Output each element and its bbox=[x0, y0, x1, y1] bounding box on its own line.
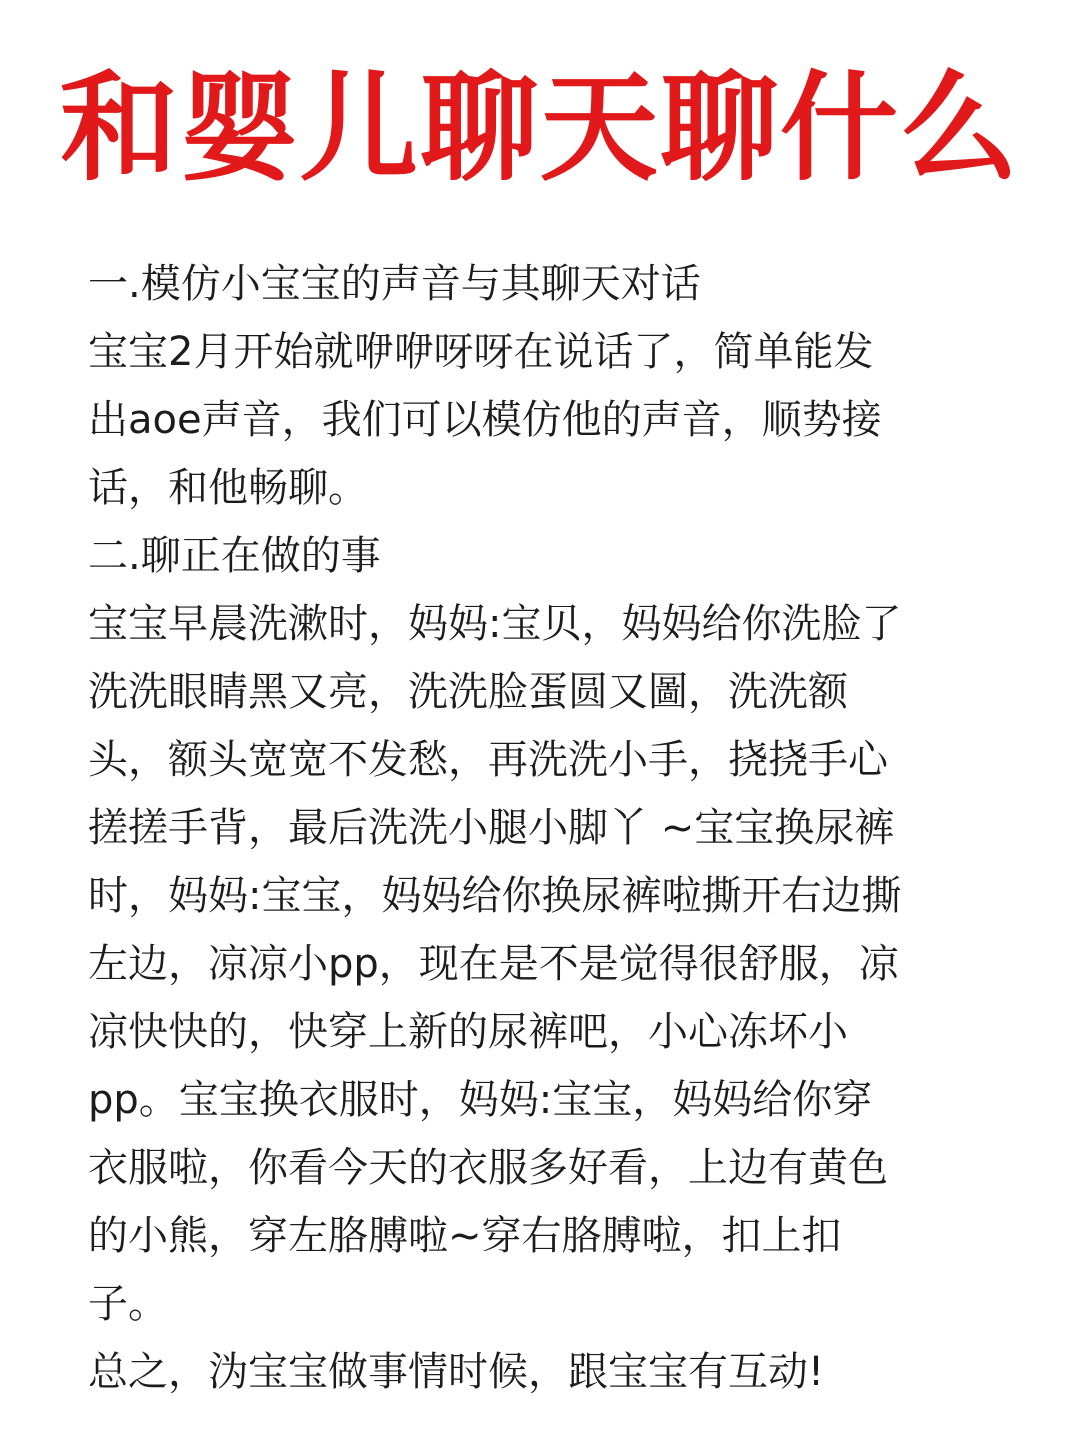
section-heading-1: 一.模仿小宝宝的声音与其聊天对话 bbox=[88, 261, 701, 307]
summary-line: 总之，沩宝宝做事情时候，跟宝宝有互动! bbox=[88, 1349, 825, 1395]
paragraph-line: 头，额头宽宽不发愁，再洗洗小手，挠挠手心 bbox=[88, 737, 888, 783]
paragraph-line: 宝宝早晨洗漱时，妈妈:宝贝，妈妈给你洗脸了 bbox=[88, 601, 902, 647]
paragraph-line: 话，和他畅聊。 bbox=[88, 465, 368, 511]
paragraph-line: 时，妈妈:宝宝，妈妈给你换尿裤啦撕开右边撕 bbox=[88, 873, 902, 919]
paragraph-line: 洗洗眼睛黑又亮，洗洗脸蛋圆又圖，洗洗额 bbox=[88, 669, 848, 715]
paragraph-line: 的小熊，穿左胳膊啦~穿右胳膊啦，扣上扣 bbox=[88, 1213, 842, 1259]
article-body bbox=[88, 250, 1018, 1406]
page-title: 和婴儿聊天聊什么 bbox=[59, 59, 1020, 197]
paragraph-line: 衣服啦，你看今天的衣服多好看，上边有黄色 bbox=[88, 1145, 888, 1191]
paragraph-line: 子。 bbox=[88, 1281, 168, 1327]
paragraph-line: 搓搓手背，最后洗洗小腿小脚丫 ~宝宝换尿裤 bbox=[88, 805, 895, 851]
paragraph-line: 凉快快的，快穿上新的尿裤吧，小心冻坏小 bbox=[88, 1009, 848, 1055]
paragraph-line: 出aoe声音，我们可以模仿他的声音，顺势接 bbox=[88, 397, 882, 443]
paragraph-line: pp。宝宝换衣服时，妈妈:宝宝，妈妈给你穿 bbox=[88, 1077, 873, 1123]
paragraph-line: 宝宝2月开始就咿咿呀呀在说话了，简单能发 bbox=[88, 329, 874, 375]
paragraph-line: 左边，凉凉小pp，现在是不是觉得很舒服，凉 bbox=[88, 941, 899, 987]
section-heading-2: 二.聊正在做的事 bbox=[88, 533, 381, 579]
